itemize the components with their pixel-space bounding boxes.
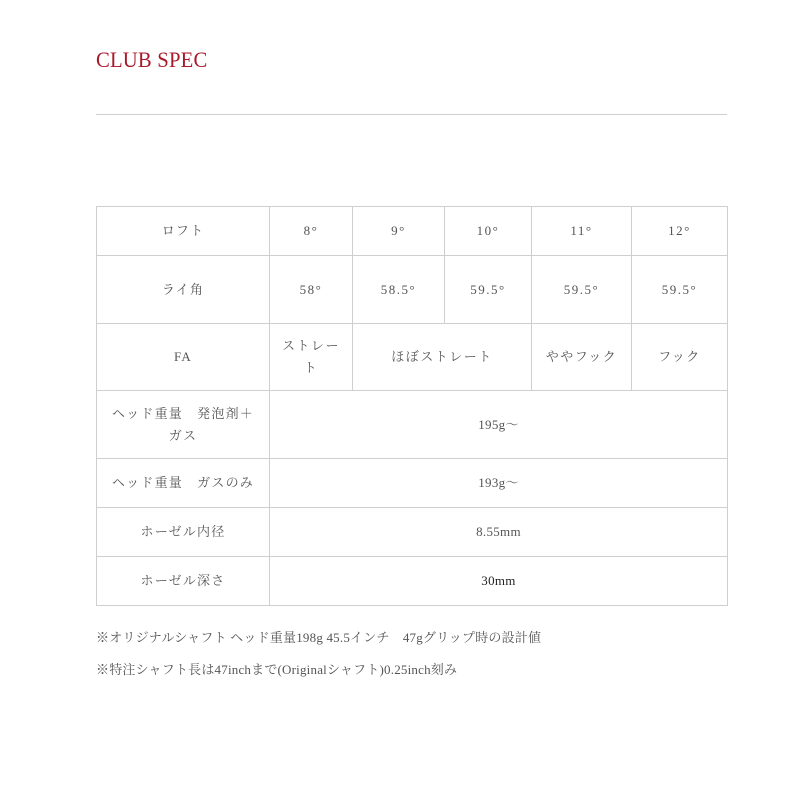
head-weight-foam-value: 195g～ — [270, 391, 728, 459]
head-weight-gas-value: 193g～ — [270, 459, 728, 508]
head-weight-foam-row — [97, 391, 728, 459]
fa-value: ほぼストレート — [353, 324, 532, 391]
loft-value: 11° — [532, 207, 632, 256]
head-weight-gas-label: ヘッド重量 ガスのみ — [97, 459, 270, 508]
note-custom-shaft-length: ※特注シャフト長は47inchまで(Originalシャフト)0.25inch刻み — [96, 662, 458, 677]
lie-angle-row — [97, 256, 728, 324]
lie-angle-label: ライ角 — [97, 256, 270, 324]
loft-value: 12° — [632, 207, 728, 256]
lie-angle-value: 58.5° — [353, 256, 445, 324]
club-spec-table — [96, 206, 728, 606]
fa-value: ややフック — [532, 324, 632, 391]
hosel-diameter-label: ホーゼル内径 — [97, 508, 270, 557]
note-original-shaft: ※オリジナルシャフト ヘッド重量198g 45.5インチ 47gグリップ時の設計値 — [96, 630, 542, 645]
hosel-diameter-row — [97, 508, 728, 557]
title-divider — [96, 114, 727, 115]
head-weight-gas-row — [97, 459, 728, 508]
head-weight-foam-label: ヘッド重量 発泡剤＋ガス — [97, 391, 270, 459]
fa-label: FA — [97, 324, 270, 391]
hosel-depth-label: ホーゼル深さ — [97, 557, 270, 606]
loft-value: 9° — [353, 207, 445, 256]
hosel-depth-value: 30mm — [270, 557, 728, 606]
fa-row — [97, 324, 728, 391]
loft-value: 10° — [445, 207, 532, 256]
loft-value: 8° — [270, 207, 353, 256]
fa-value: フック — [632, 324, 728, 391]
loft-row — [97, 207, 728, 256]
loft-label: ロフト — [97, 207, 270, 256]
hosel-diameter-value: 8.55mm — [270, 508, 728, 557]
fa-value: ストレート — [270, 324, 353, 391]
lie-angle-value: 58° — [270, 256, 353, 324]
hosel-depth-row — [97, 557, 728, 606]
lie-angle-value: 59.5° — [632, 256, 728, 324]
lie-angle-value: 59.5° — [445, 256, 532, 324]
page-title: CLUB SPEC — [96, 47, 208, 72]
lie-angle-value: 59.5° — [532, 256, 632, 324]
